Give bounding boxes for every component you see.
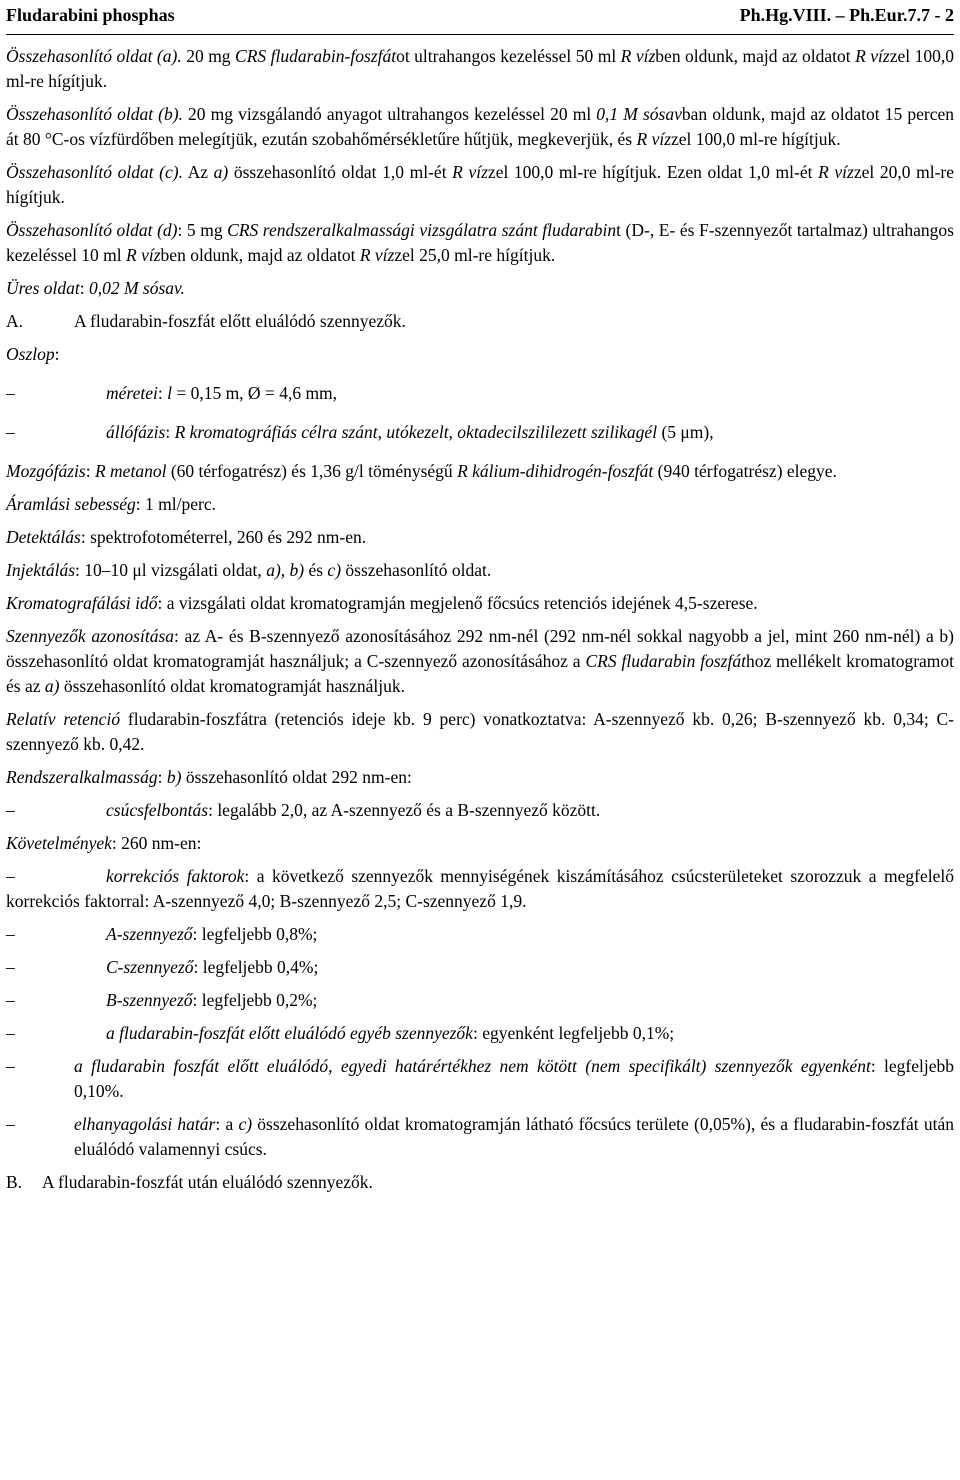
pharmacopoeia-reference: Ph.Hg.VIII. – Ph.Eur.7.7 - 2 <box>739 5 954 25</box>
reference-solution-d: Összehasonlító oldat (d): 5 mg CRS rendszeralkalmassági vizsgálatra szánt fludarabint (D-, E- és F-szennyezőt tartalmaz) ultrahangos kezeléssel 10 ml R vízben oldunk, majd az oldatot R vízzel 25,0 ml-re hígítjuk. <box>6 220 954 265</box>
document-body <box>6 44 954 1203</box>
run-time: Kromatografálási idő: a vizsgálati oldat kromatogramján megjelenő főcsúcs retenciós idejének 4,5-szerese. <box>6 593 758 613</box>
mobile-phase: Mozgófázis: R metanol (60 térfogatrész) és 1,36 g/l töménységű R kálium-dihidrogén-foszfát (940 térfogatrész) elegye. <box>6 461 837 481</box>
requirements: Követelmények: 260 nm-en: <box>6 833 202 853</box>
dash-marker: – <box>6 1114 15 1134</box>
monograph-title: Fludarabini phosphas <box>6 5 175 25</box>
blank-solution: Üres oldat: 0,02 M sósav. <box>6 278 185 298</box>
column-label: Oszlop: <box>6 344 60 364</box>
page-header <box>6 0 954 35</box>
limit-impurity-a: – A-szennyező: legfeljebb 0,8%; <box>6 922 954 947</box>
reference-solution-b: Összehasonlító oldat (b). 20 mg vizsgálandó anyagot ultrahangos kezeléssel 20 ml 0,1 M sósavban oldunk, majd az oldatot 15 percen át 80 °C-os vízfürdőben melegítjük, ezután szobahőmérsékletűre hűtjük, megkeverjük, és R vízzel 100,0 ml-re hígítjuk. <box>6 104 954 149</box>
impurity-identification: Szennyezők azonosítása: az A- és B-szennyező azonosításához 292 nm-nél (292 nm-nél sokkal nagyobb a jel, mint 260 nm-nél) a b) összehasonlító oldat kromatogramját használjuk; a C-szennyező azonosításához a CRS fludarabin foszfáthoz mellékelt kromatogramot és az a) összehasonlító oldat kromatogramját használjuk. <box>6 626 955 696</box>
section-number: A. <box>6 311 24 331</box>
dash-marker: – <box>6 866 15 886</box>
reference-solution-c: Összehasonlító oldat (c). Az a) összehasonlító oldat 1,0 ml-ét R vízzel 100,0 ml-re hígítjuk. Ezen oldat 1,0 ml-ét R vízzel 20,0 ml-re hígítjuk. <box>6 162 954 207</box>
correction-factors: – korrekciós faktorok: a következő szennyezők mennyiségének kiszámításához csúcsterületeket szorozzuk a megfelelő korrekciós faktorral: A-szennyező 4,0; B-szennyező 2,5; C-szennyező 1,9. <box>6 866 954 911</box>
limit-impurity-c: – C-szennyező: legfeljebb 0,4%; <box>6 955 954 980</box>
relative-retention: Relatív retenció fludarabin-foszfátra (retenciós ideje kb. 9 perc) vonatkoztatva: A-szennyező kb. 0,26; B-szennyező kb. 0,34; C-szennyező kb. 0,42. <box>6 709 955 754</box>
limit-impurity-b: – B-szennyező: legfeljebb 0,2%; <box>6 988 954 1013</box>
peak-resolution: – csúcsfelbontás: legalább 2,0, az A-szennyező és a B-szennyező között. <box>6 798 954 823</box>
dash-marker: – <box>6 957 15 977</box>
reference-solution-a: Összehasonlító oldat (a). 20 mg CRS fludarabin-foszfátot ultrahangos kezeléssel 50 ml R vízben oldunk, majd az oldatot R vízzel 100,0 ml-re hígítjuk. <box>6 46 954 91</box>
dash-marker: – <box>6 1056 15 1076</box>
dash-marker: – <box>6 924 15 944</box>
dash-marker: – <box>6 422 15 442</box>
section-title: A fludarabin-foszfát előtt eluálódó szennyezők. <box>74 311 406 331</box>
dash-marker: – <box>6 990 15 1010</box>
injection: Injektálás: 10–10 μl vizsgálati oldat, a), b) és c) összehasonlító oldat. <box>6 560 492 580</box>
disregard-limit: – elhanyagolási határ: a c) összehasonlító oldat kromatogramján látható főcsúcs területe (0,05%), és a fludarabin-foszfát után eluálódó valamennyi csúcs. <box>6 1112 954 1162</box>
limit-unspecified-impurities: – a fludarabin foszfát előtt eluálódó, egyedi határértékhez nem kötött (nem specifikált) szennyezők egyenként: legfeljebb 0,10%. <box>6 1054 954 1104</box>
dash-marker: – <box>6 800 15 820</box>
detection: Detektálás: spektrofotométerrel, 260 és 292 nm-en. <box>6 527 367 547</box>
column-dimensions: – méretei: l = 0,15 m, Ø = 4,6 mm, <box>6 381 954 406</box>
section-b-heading <box>6 1170 954 1195</box>
dash-marker: – <box>6 383 15 403</box>
dash-marker: – <box>6 1023 15 1043</box>
system-suitability: Rendszeralkalmasság: b) összehasonlító oldat 292 nm-en: <box>6 767 412 787</box>
stationary-phase: – állófázis: R kromatográfiás célra szánt, utókezelt, oktadecilszililezett szilikagél (5 μm), <box>6 420 954 445</box>
flow-rate: Áramlási sebesség: 1 ml/perc. <box>6 494 216 514</box>
section-number: B. <box>6 1172 23 1192</box>
section-a-heading <box>6 309 954 334</box>
section-title: A fludarabin-foszfát után eluálódó szennyezők. <box>42 1172 373 1192</box>
limit-other-impurities: – a fludarabin-foszfát előtt eluálódó egyéb szennyezők: egyenként legfeljebb 0,1%; <box>6 1021 954 1046</box>
